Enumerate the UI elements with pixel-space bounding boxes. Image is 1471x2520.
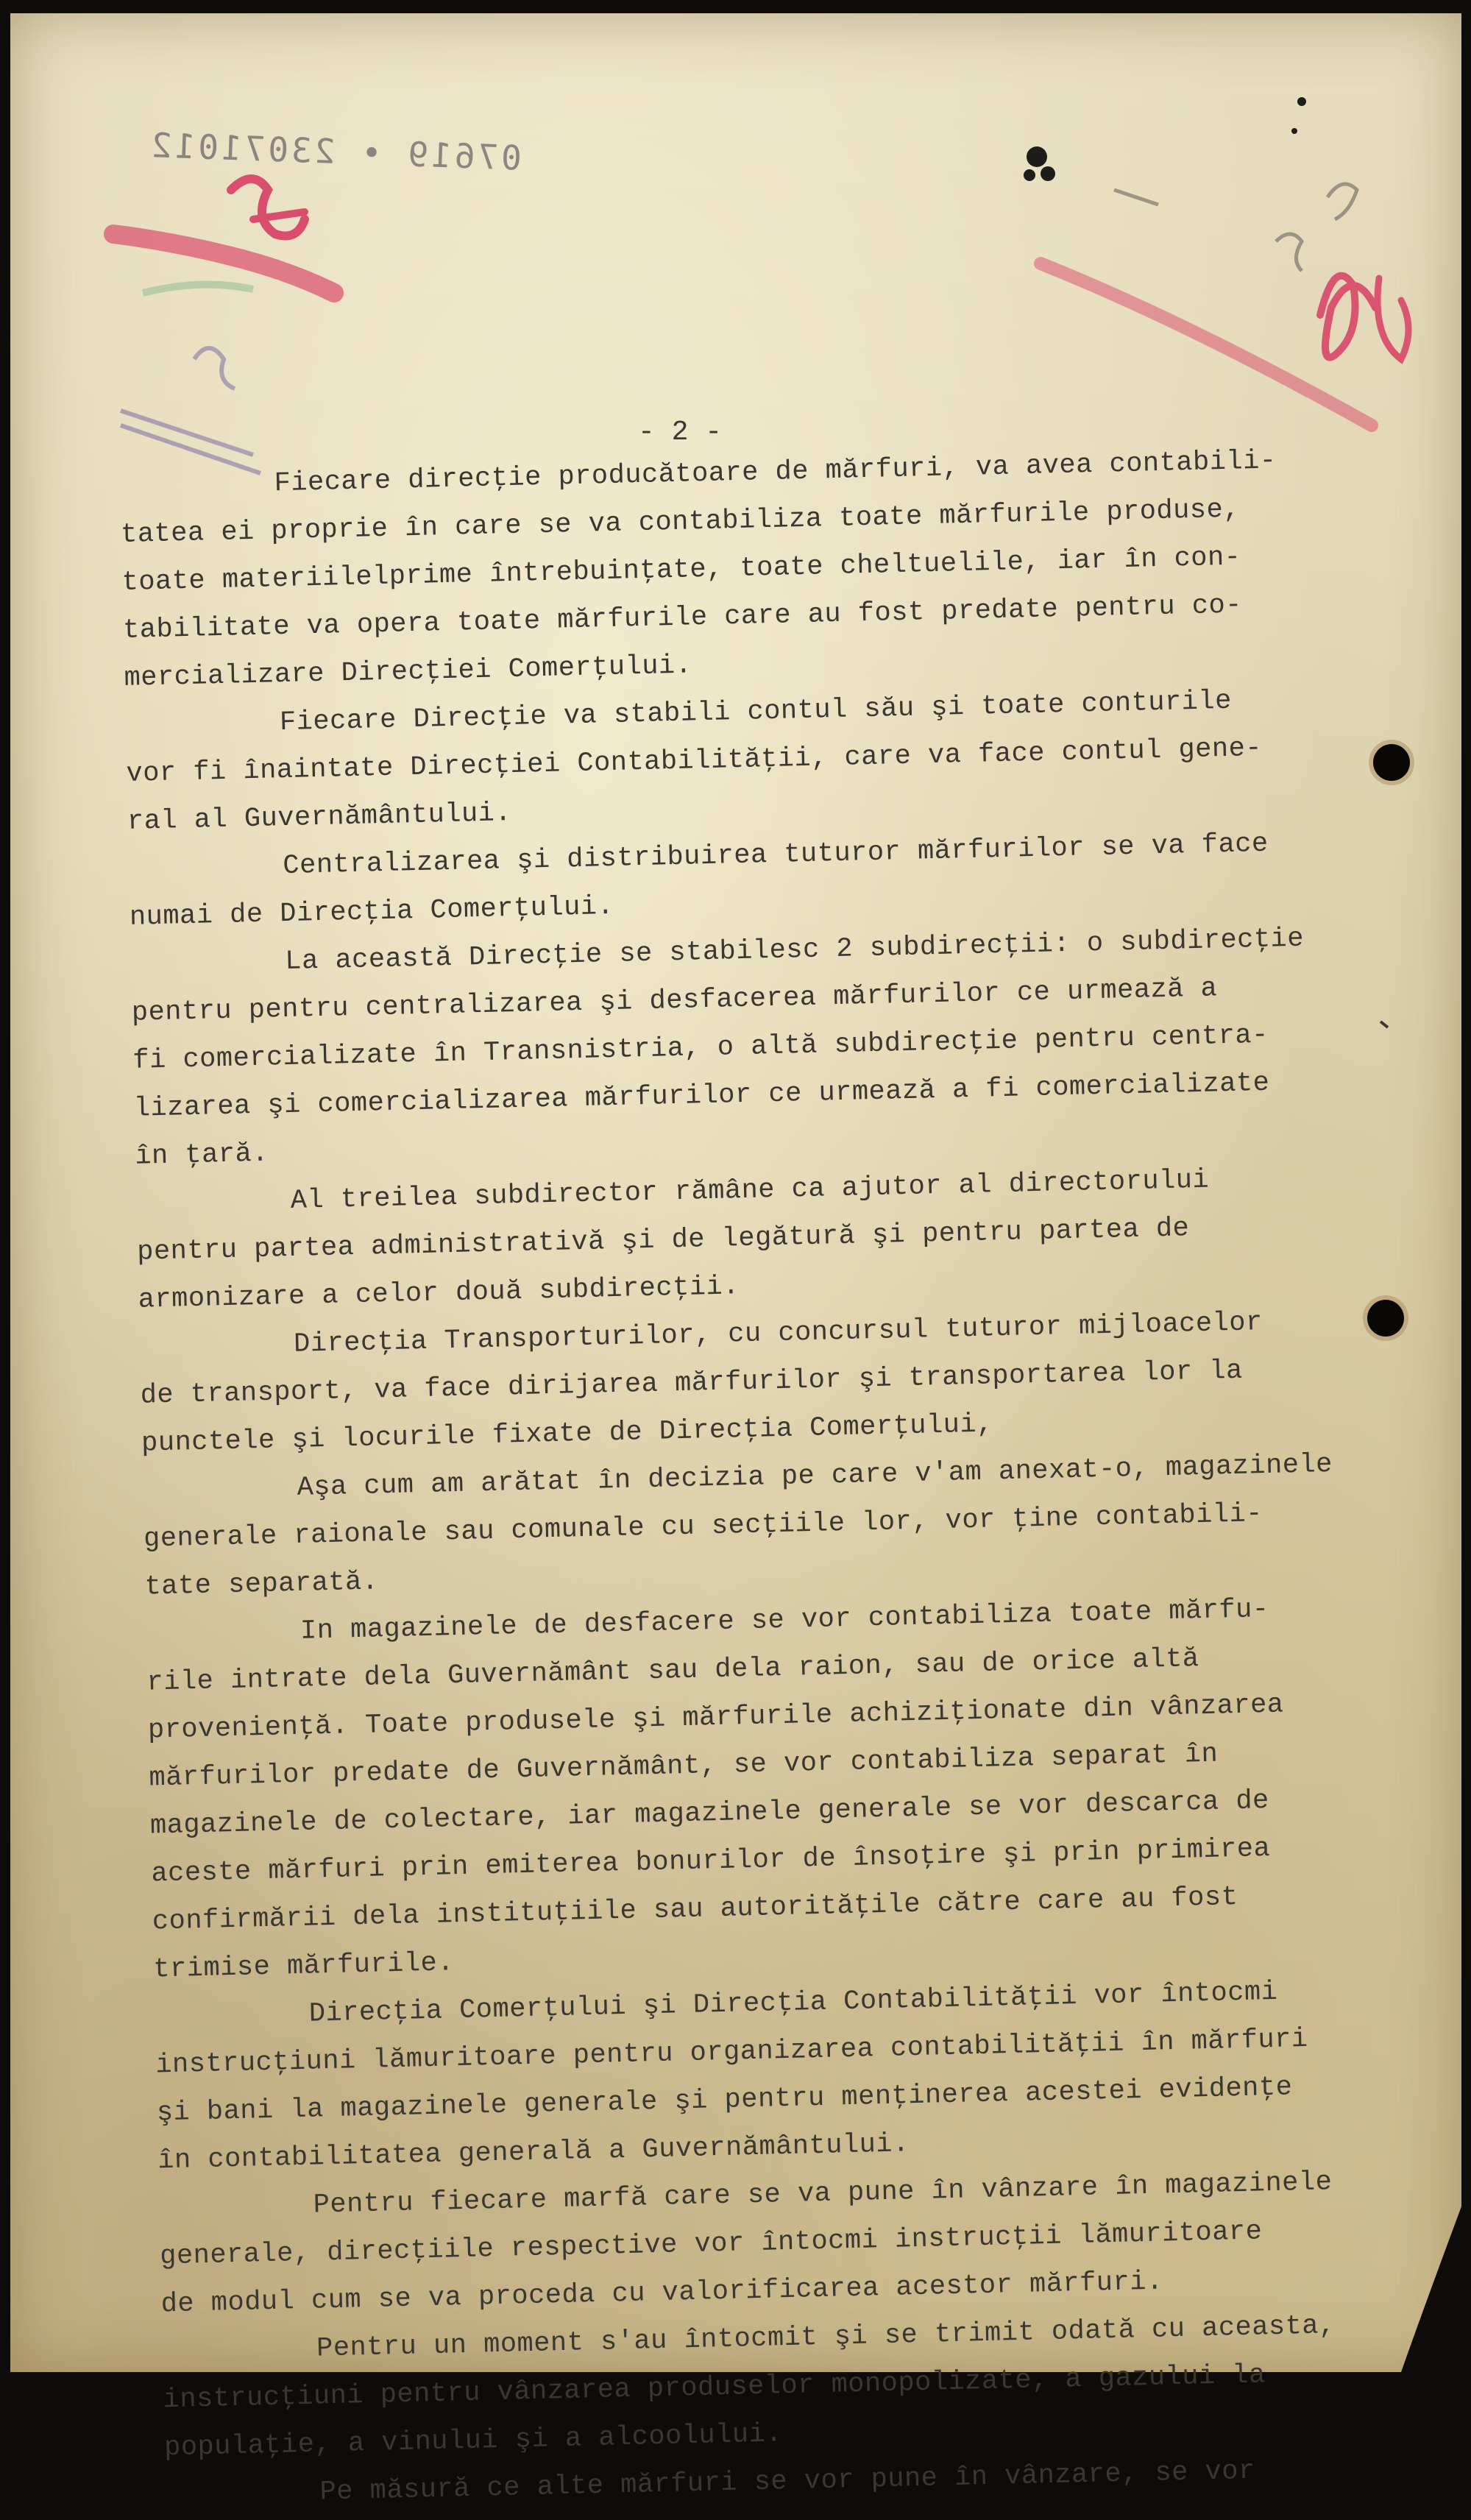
text-line: Aşa cum am arătat în decizia pe care v'am anexat-o, magazinele [297, 1448, 1333, 1504]
green-faint-mark [143, 285, 253, 293]
text-line: instrucţiuni lămuritoare pentru organizarea contabilităţii în mărfuri [155, 2023, 1309, 2081]
text-line: în contabilitatea generală a Guvernământului. [157, 2128, 910, 2177]
text-line: Pentru fiecare marfă care se va pune în vânzare în magazinele [313, 2167, 1333, 2221]
text-line: vor fi înaintate Direcţiei Contabilităţii, care va face contul gene- [126, 732, 1263, 790]
document-body [119, 435, 1446, 2520]
text-line: armonizare a celor două subdirecţii. [138, 1271, 740, 1316]
text-line: magazinele de colectare, iar magazinele generale se vor descarca de [149, 1785, 1270, 1842]
text-line: Centralizarea şi distribuirea tuturor mărfurilor se va face [282, 828, 1269, 882]
text-line: La această Direcţie se stabilesc 2 subdirecţii: o subdirecţie [284, 923, 1305, 978]
text-line: numai de Direcţia Comerţului. [129, 891, 614, 933]
text-line: confirmării dela instituţiile sau autorităţile către care au fost [152, 1882, 1238, 1938]
text-line: instrucţiuni pentru vânzarea produselor monopolizate, a gazului la [163, 2360, 1266, 2416]
top-right-annotation [1114, 184, 1357, 271]
text-line: populaţie, a vinului şi a alcoolului. [163, 2418, 783, 2464]
text-line: Pe măsură ce alte mărfuri se vor pune în vânzare, se vor [319, 2455, 1256, 2508]
text-line: aceste mărfuri prin emiterea bonurilor de însoţire şi prin primirea [151, 1833, 1271, 1890]
text-line: Pentru un moment s'au întocmit şi se trimit odată cu aceasta, [316, 2310, 1336, 2365]
red-signature-right [1041, 263, 1408, 425]
text-line: Al treilea subdirector rămâne ca ajutor al directorului [290, 1164, 1210, 1217]
text-line: rile intrate dela Guvernământ sau dela raion, sau de orice altă [146, 1643, 1200, 1699]
text-line: şi bani la magazinele generale şi pentru menţinerea acestei evidenţe [156, 2072, 1293, 2129]
text-line: In magazinele de desfacere se vor contabiliza toate mărfu- [299, 1593, 1270, 1647]
text-line: pentru pentru centralizarea şi desfacerea mărfurilor ce urmează a [131, 973, 1218, 1029]
document-page [10, 13, 1461, 2508]
text-line: în ţară. [134, 1138, 269, 1172]
text-line: Direcţia Comerţului şi Direcţia Contabilităţii vor întocmi [308, 1976, 1278, 2030]
text-line: de modul cum se va proceda cu valorificarea acestor mărfuri. [160, 2266, 1164, 2321]
ink-blot [1024, 97, 1306, 181]
text-line: punctele şi locurile fixate de Direcţia Comerţului, [141, 1409, 994, 1459]
text-line: Direcţia Transporturilor, cu concursul tuturor mijloacelor [293, 1307, 1263, 1360]
text-line: tabilitate va opera toate mărfurile care au fost predate pentru co- [122, 590, 1243, 646]
text-line: ral al Guvernământului. [127, 798, 512, 838]
text-line: generale, direcţiile respective vor întocmi instrucţii lămuritoare [159, 2216, 1263, 2273]
text-line: mercializare Direcţiei Comerţului. [124, 650, 692, 694]
text-line: toate materiilelprime întrebuinţate, toate cheltuelile, iar în con- [121, 542, 1241, 598]
text-line: tate separată. [144, 1566, 379, 1603]
text-line: generale raionale sau comunale cu secţiile lor, vor ţine contabili- [143, 1498, 1263, 1555]
text-line: Fiecare direcţie producătoare de mărfuri, va avea contabili- [274, 445, 1277, 500]
text-line: fi comercializate în Transnistria, o altă subdirecţie pentru centra- [132, 1019, 1269, 1077]
page-number: - 2 - [637, 417, 723, 448]
red-ink-stamp-left [113, 179, 334, 293]
text-line: lizarea şi comercializarea mărfurilor ce urmează a fi comercializate [133, 1067, 1270, 1125]
violet-pencil-marks [121, 348, 260, 473]
text-line: provenienţă. Toate produsele şi mărfurile achiziţionate din vânzarea [147, 1689, 1285, 1746]
text-line: Fiecare Direcţie va stabili contul său şi toate conturile [279, 685, 1233, 739]
text-line: pentru partea administrativă şi de legătură şi pentru partea de [136, 1213, 1190, 1268]
text-line: trimise mărfurile. [152, 1947, 455, 1986]
text-line: tatea ei proprie în care se va contabiliza toate mărfurile produse, [120, 494, 1241, 551]
text-line: mărfurilor predate de Guvernământ, se vor contabiliza separat în [149, 1738, 1219, 1794]
registration-stamp-number: 07619 • 23071012 [148, 125, 522, 178]
text-line: de transport, va face dirijarea mărfurilor şi transportarea lor la [140, 1355, 1244, 1412]
